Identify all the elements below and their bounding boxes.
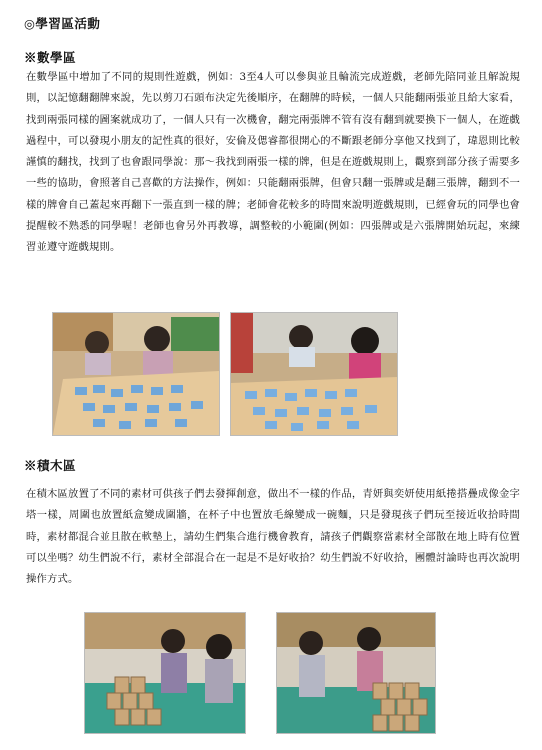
math-game-photo-2: [230, 312, 398, 436]
section-title: ◎學習區活動: [24, 16, 101, 31]
math-game-photo-1: [52, 312, 220, 436]
block-area-heading: ※積木區: [24, 458, 77, 473]
block-play-photo-1: [84, 612, 246, 734]
math-area-heading: ※數學區: [24, 50, 77, 65]
block-area-paragraph: 在積木區放置了不同的素材可供孩子們去發揮創意，做出不一樣的作品，青妍與奕妍使用紙捲搭疊成像金字塔一樣，周圍也放置紙盒變成圍牆，在杯子中也置放毛線變成一碗麵，只是發現孩子們玩至接近收拾時間時，素材都混合並且散在軟墊上，請幼生們集合進行機會教育，請孩子們觀察當素材全部散在地上時有位置可以坐嗎？幼生們說不行，素材全部混合在一起是不是好收拾？幼生們說不好收拾，團體討論時也再次說明操作方式。: [26, 488, 520, 586]
math-area-paragraph: 在數學區中增加了不同的規則性遊戲，例如：3至4人可以參與並且輪流完成遊戲，老師先陪同並且解說規則，以記憶翻翻牌來說，先以剪刀石頭布決定先後順序，在翻牌的時候，一個人只能翻兩張並且給大家看，找到兩張同樣的圖案就成功了，一個人只有一次機會，翻完兩張牌不管有沒有翻到就要換下一個人，在遊戲過程中，可以發現小朋友的記性真的很好，安倫及偲睿都很開心的不斷跟老師分享他又找到了，瑋恩則比較謹慎的翻找，找到了也會跟同學說：那～我找到兩張一樣的牌，但是在遊戲規則上，觀察到部分孩子需要多一些的協助，會照著自己喜歡的方法操作，例如：只能翻兩張牌，但會只翻一張牌或是翻三張牌，翻到不一樣的牌會自己蓋起來再翻下一張直到一樣的牌；老師會花較多的時間來說明遊戲規則，已經會玩的同學也會提醒較不熟悉的同學喔！老師也會另外再教導，調整較的小範圍(例如：四張牌或是六張牌開始玩起，來練習並遵守遊戲規則。: [26, 71, 520, 254]
block-play-photo-2: [276, 612, 436, 734]
